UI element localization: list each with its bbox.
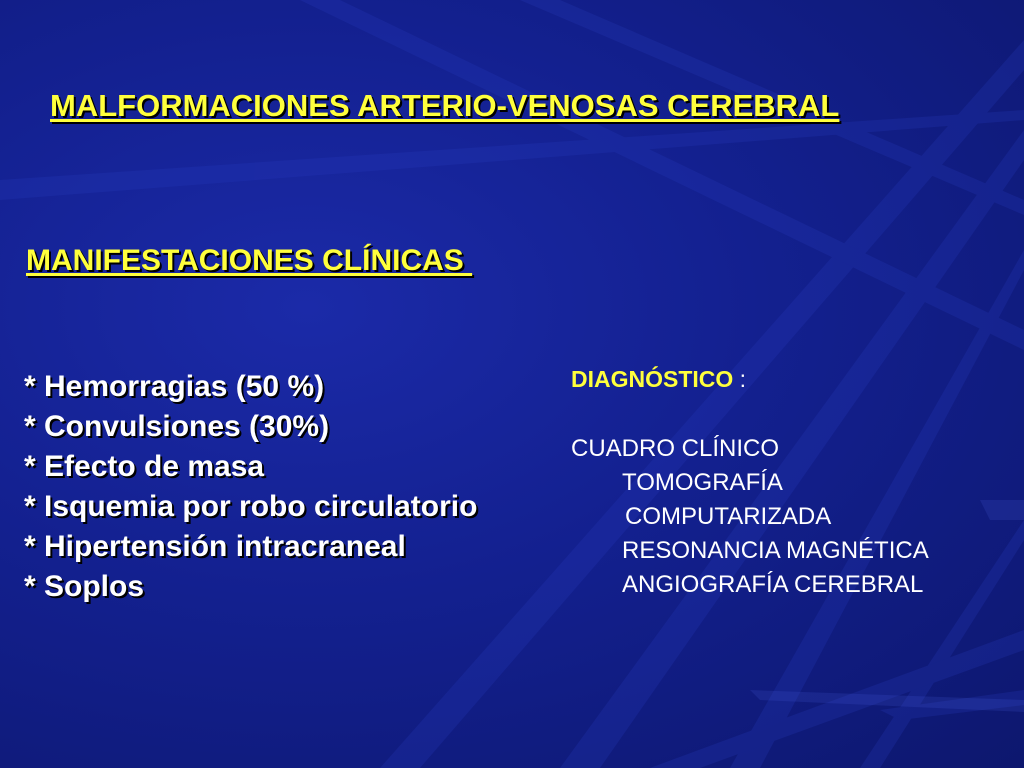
list-item: ANGIOGRAFÍA CEREBRAL (622, 571, 924, 598)
slide-title: MALFORMACIONES ARTERIO-VENOSAS CEREBRAL (50, 88, 840, 123)
list-item: * Hemorragias (50 %) (24, 370, 325, 403)
list-item: * Isquemia por robo circulatorio (24, 490, 478, 523)
diagnostico-heading-text: DIAGNÓSTICO (571, 366, 734, 392)
list-item: * Hipertensión intracraneal (24, 530, 406, 563)
list-item: * Convulsiones (30%) (24, 410, 330, 443)
diagnostico-colon: : (733, 366, 747, 392)
list-item: COMPUTARIZADA (625, 503, 832, 530)
list-item: CUADRO CLÍNICO (571, 435, 780, 462)
list-item: TOMOGRAFÍA (622, 469, 783, 496)
diagnostico-list (571, 432, 929, 602)
list-item: * Efecto de masa (24, 450, 265, 483)
manifestaciones-list (24, 370, 524, 610)
diagnostico-heading (571, 366, 746, 393)
list-item: RESONANCIA MAGNÉTICA (622, 537, 929, 564)
manifestaciones-heading: MANIFESTACIONES CLÍNICAS (26, 244, 473, 277)
list-item: * Soplos (24, 570, 145, 603)
